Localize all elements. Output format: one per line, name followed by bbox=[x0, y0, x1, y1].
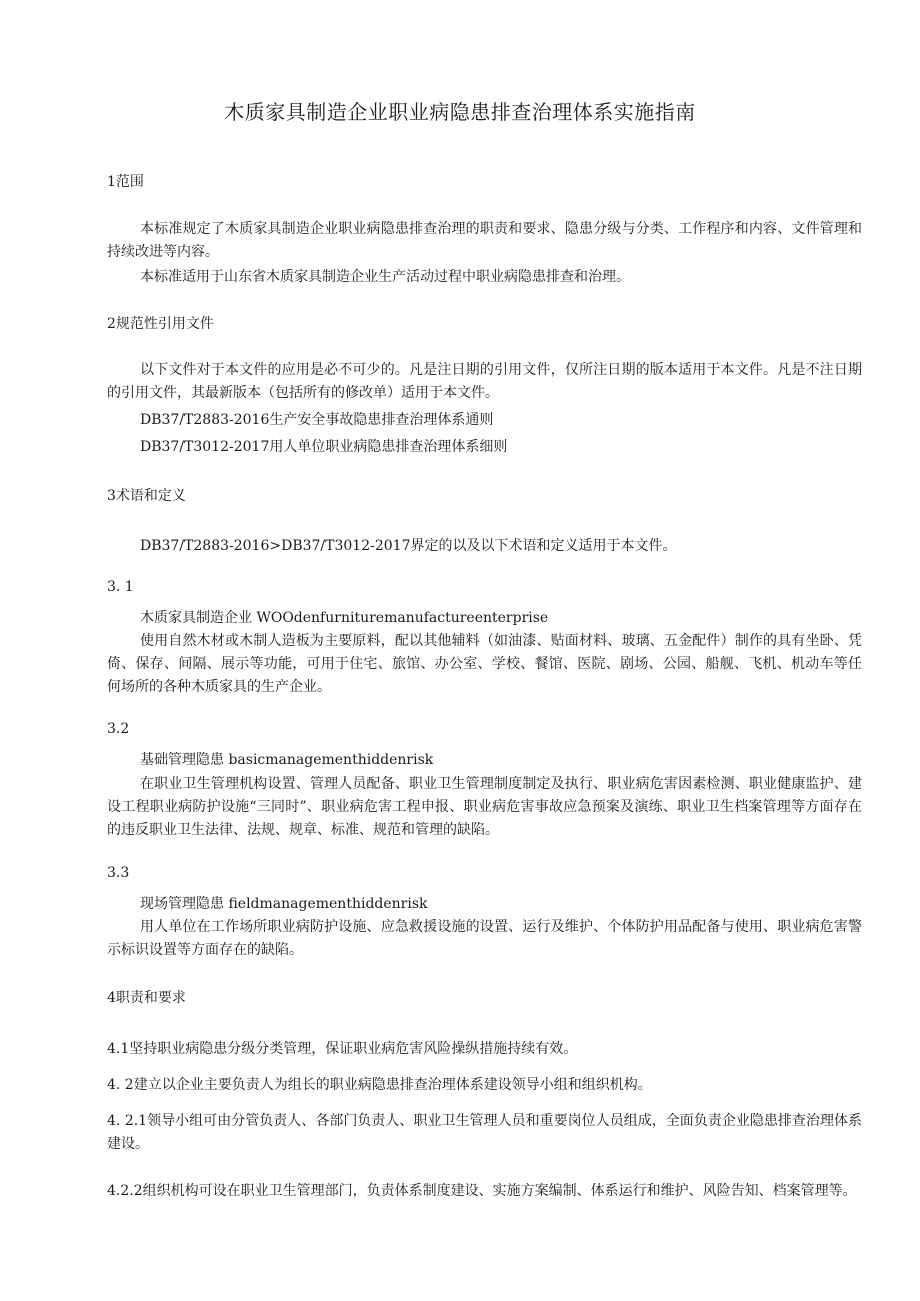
references-paragraph: 以下文件对于本文件的应用是必不可少的。凡是注日期的引用文件，仅所注日期的版本适用于本文件。凡是不注日期的引用文件，其最新版本（包括所有的修改单）适用于本文件。 bbox=[107, 362, 862, 401]
term-number-3-3: 3.3 bbox=[107, 865, 130, 881]
section-heading-responsibilities: 4职责和要求 bbox=[107, 990, 186, 1006]
term-name-3-3: 现场管理隐患 fieldmanagementhiddenrisk bbox=[140, 896, 428, 912]
scope-paragraph-1: 本标准规定了木质家具制造企业职业病隐患排查治理的职责和要求、隐患分级与分类、工作程序和内容、文件管理和持续改进等内容。 bbox=[107, 221, 862, 260]
clause-4-2-2: 4.2.2组织机构可设在职业卫生管理部门，负责体系制度建设、实施方案编制、体系运行和维护、风险告知、档案管理等。 bbox=[107, 1183, 857, 1199]
section-heading-normative-references: 2规范性引用文件 bbox=[107, 316, 214, 332]
term-number-3-1: 3. 1 bbox=[107, 579, 134, 595]
term-name-3-1: 木质家具制造企业 WOOdenfurnituremanufactureenterprise bbox=[140, 610, 549, 626]
terms-intro-paragraph: DB37/T2883-2016>DB37/T3012-2017界定的以及以下术语和定义适用于本文件。 bbox=[140, 538, 677, 554]
term-name-3-2: 基础管理隐患 basicmanagementhiddenrisk bbox=[140, 752, 434, 768]
document-title: 木质家具制造企业职业病隐患排查治理体系实施指南 bbox=[224, 100, 696, 124]
section-heading-terms: 3术语和定义 bbox=[107, 488, 186, 504]
term-number-3-2: 3.2 bbox=[107, 721, 130, 737]
clause-4-2-1: 4. 2.1领导小组可由分管负责人、各部门负责人、职业卫生管理人员和重要岗位人员组成，全面负责企业隐患排查治理体系建设。 bbox=[107, 1113, 862, 1152]
term-definition-3-3: 用人单位在工作场所职业病防护设施、应急救援设施的设置、运行及维护、个体防护用品配备与使用、职业病危害警示标识设置等方面存在的缺陷。 bbox=[107, 919, 862, 958]
term-definition-3-2: 在职业卫生管理机构设置、管理人员配备、职业卫生管理制度制定及执行、职业病危害因素检测、职业健康监护、建设工程职业病防护设施“三同时”、职业病危害工程申报、职业病危害事故应急预案及演练、职业卫生档案管理等方面存在的违反职业卫生法律、法规、规章、标准、规范和管理的缺陷。 bbox=[107, 776, 862, 838]
section-heading-scope: 1范围 bbox=[107, 174, 144, 190]
reference-item-2: DB37/T3012-2017用人单位职业病隐患排查治理体系细则 bbox=[140, 439, 508, 455]
scope-paragraph-2: 本标准适用于山东省木质家具制造企业生产活动过程中职业病隐患排查和治理。 bbox=[140, 269, 630, 285]
reference-item-1: DB37/T2883-2016生产安全事故隐患排查治理体系通则 bbox=[140, 412, 494, 428]
clause-4-1: 4.1坚持职业病隐患分级分类管理，保证职业病危害风险操纵措施持续有效。 bbox=[107, 1041, 578, 1057]
term-definition-3-1: 使用自然木材或木制人造板为主要原料，配以其他辅料（如油漆、贴面材料、玻璃、五金配件）制作的具有坐卧、凭倚、保存、间隔、展示等功能，可用于住宅、旅馆、办公室、学校、餐馆、医院、剧场、公园、船舰、飞机、机动车等任何场所的各种木质家具的生产企业。 bbox=[107, 633, 862, 695]
clause-4-2: 4. 2建立以企业主要负责人为组长的职业病隐患排查治理体系建设领导小组和组织机构。 bbox=[107, 1077, 652, 1093]
